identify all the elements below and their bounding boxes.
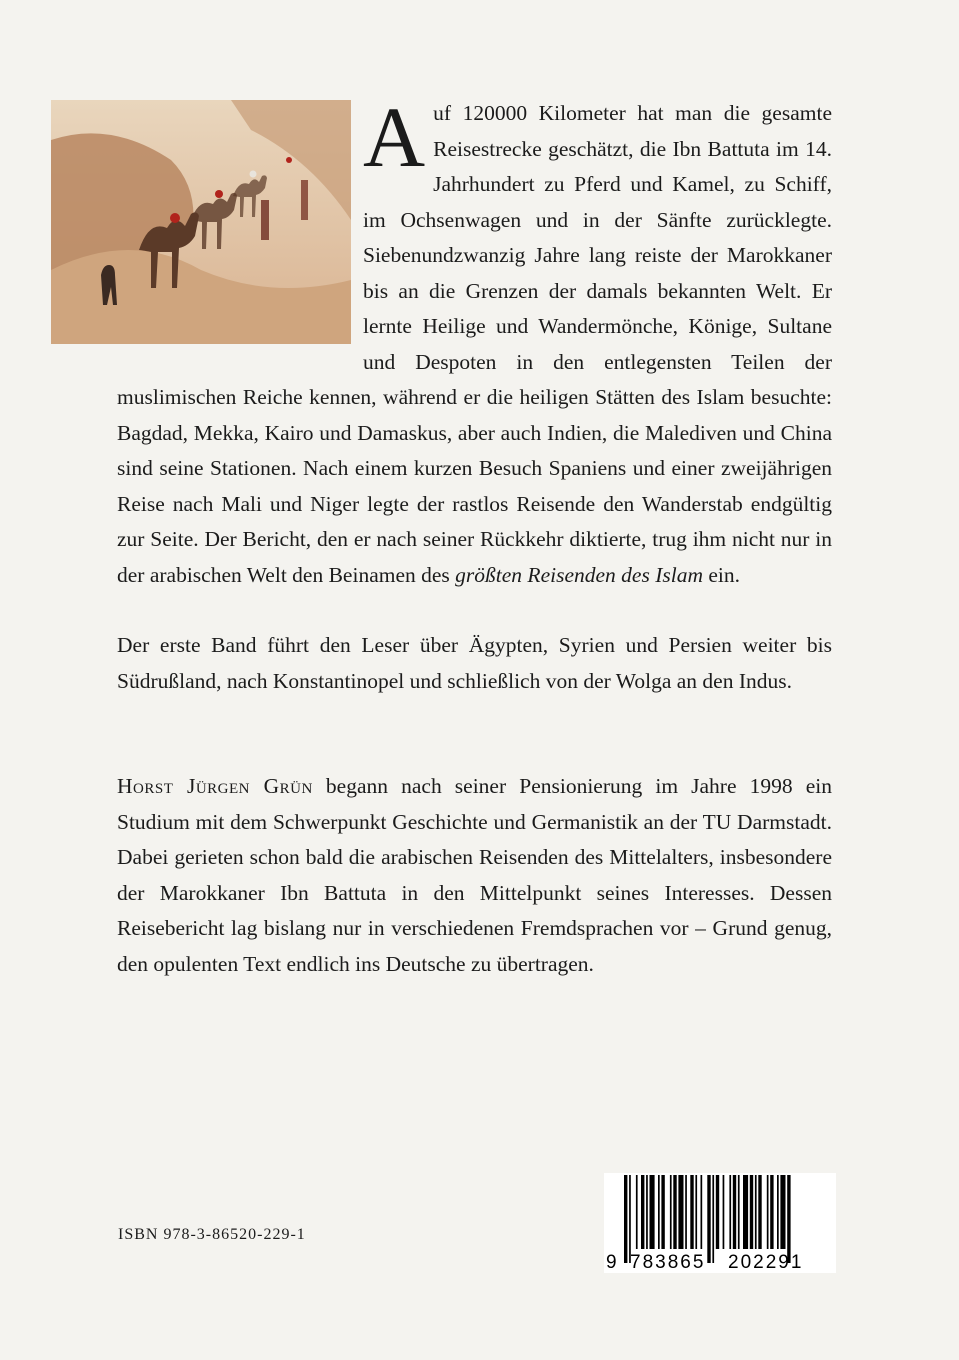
- isbn-label: ISBN 978-3-86520-229-1: [118, 1226, 306, 1243]
- caravan-painting-icon: [51, 100, 351, 344]
- barcode-bar: [712, 1175, 714, 1263]
- barcode-bar: [777, 1175, 779, 1249]
- barcode-bar: [624, 1175, 627, 1263]
- isbn-barcode: [604, 1173, 836, 1273]
- barcode-bar: [670, 1175, 672, 1249]
- barcode-icon: [604, 1173, 836, 1273]
- blurb-text: [117, 89, 832, 982]
- barcode-bar: [673, 1175, 676, 1249]
- barcode-bar: [787, 1175, 790, 1263]
- barcode-bar: [646, 1175, 648, 1249]
- blurb-italic-phrase: größten Reisenden des Islam: [455, 562, 703, 587]
- blurb-paragraph-2: Der erste Band führt den Leser über Ägypten, Syrien und Persien weiter bis Südrußland, nach Konstantinopel und schließlich von der Wolga an den Indus.: [117, 633, 832, 693]
- barcode-bar: [733, 1175, 736, 1249]
- barcode-bar: [770, 1175, 773, 1249]
- barcode-bar: [743, 1175, 748, 1249]
- drop-cap: A: [363, 89, 426, 185]
- caravan-illustration: [51, 100, 351, 344]
- barcode-bar: [780, 1175, 785, 1249]
- barcode-bar: [650, 1175, 655, 1249]
- author-name: Horst Jürgen Grün: [117, 774, 313, 798]
- barcode-bar: [767, 1175, 769, 1249]
- barcode-bar: [701, 1175, 703, 1249]
- barcode-bar: [690, 1175, 693, 1249]
- barcode-bar: [755, 1175, 757, 1249]
- barcode-bar: [661, 1175, 664, 1249]
- barcode-bar: [636, 1175, 638, 1249]
- barcode-bar: [695, 1175, 697, 1249]
- author-bio-text: begann nach seiner Pensionierung im Jahre 1998 ein Studium mit dem Schwerpunkt Geschichte und Germanistik an der TU Darmstadt. Dabei gerieten schon bald die arabischen Reisenden des Mittelalters, insbesondere der Marokkaner Ibn Battuta in den Mittelpunkt seines Interesses. Dessen Reisebericht lag bislang nur in verschiedenen Fremdsprachen vor – Grund genug, den opulenten Text endlich ins Deutsche zu übertragen.: [117, 774, 832, 976]
- barcode-bar: [738, 1175, 740, 1249]
- barcode-bar: [758, 1175, 761, 1249]
- barcode-bar: [707, 1175, 710, 1263]
- barcode-lead-digit: 9: [606, 1252, 617, 1273]
- barcode-bar: [729, 1175, 731, 1249]
- barcode-bar: [716, 1175, 719, 1249]
- barcode-bar: [658, 1175, 660, 1249]
- barcode-bar: [750, 1175, 753, 1249]
- barcode-group-2: 202291: [728, 1252, 804, 1273]
- barcode-bar: [678, 1175, 683, 1249]
- barcode-group-1: 783865: [630, 1252, 706, 1273]
- blurb-paragraph-1: uf 120000 Kilometer hat man die gesamte Reisestrecke geschätzt, die Ibn Battuta im 14. Jahrhundert zu Pferd und Kamel, zu Schiff, im Ochsenwagen und in der Sänfte zurücklegte. Siebenundzwanzig Jahre lang reiste der Marokkaner bis an die Grenzen der damals bekannten Welt. Er lernte Heilige und Wandermönche, Könige, Sultane und Despoten in den entlegensten Teilen der muslimischen Reiche kennen, während er die heiligen Stätten des Islam besuchte: Bagdad, Mekka, Kairo und Damaskus, aber auch Indien, die Malediven und China sind seine Stationen. Nach einem kurzen Besuch Spaniens und einer zweijährigen Reise nach Mali und Niger legte der rastlos Reisende den Wanderstab endgültig zur Seite. Der Bericht, den er nach seiner Rückkehr diktierte, trug ihm nicht nur in der arabischen Welt den Beinamen des: [117, 101, 832, 587]
- blurb-paragraph-1-end: ein.: [702, 562, 740, 587]
- author-bio: [117, 769, 832, 982]
- barcode-bar: [629, 1175, 631, 1263]
- barcode-bar: [641, 1175, 644, 1249]
- barcode-bar: [685, 1175, 687, 1249]
- barcode-bar: [723, 1175, 725, 1249]
